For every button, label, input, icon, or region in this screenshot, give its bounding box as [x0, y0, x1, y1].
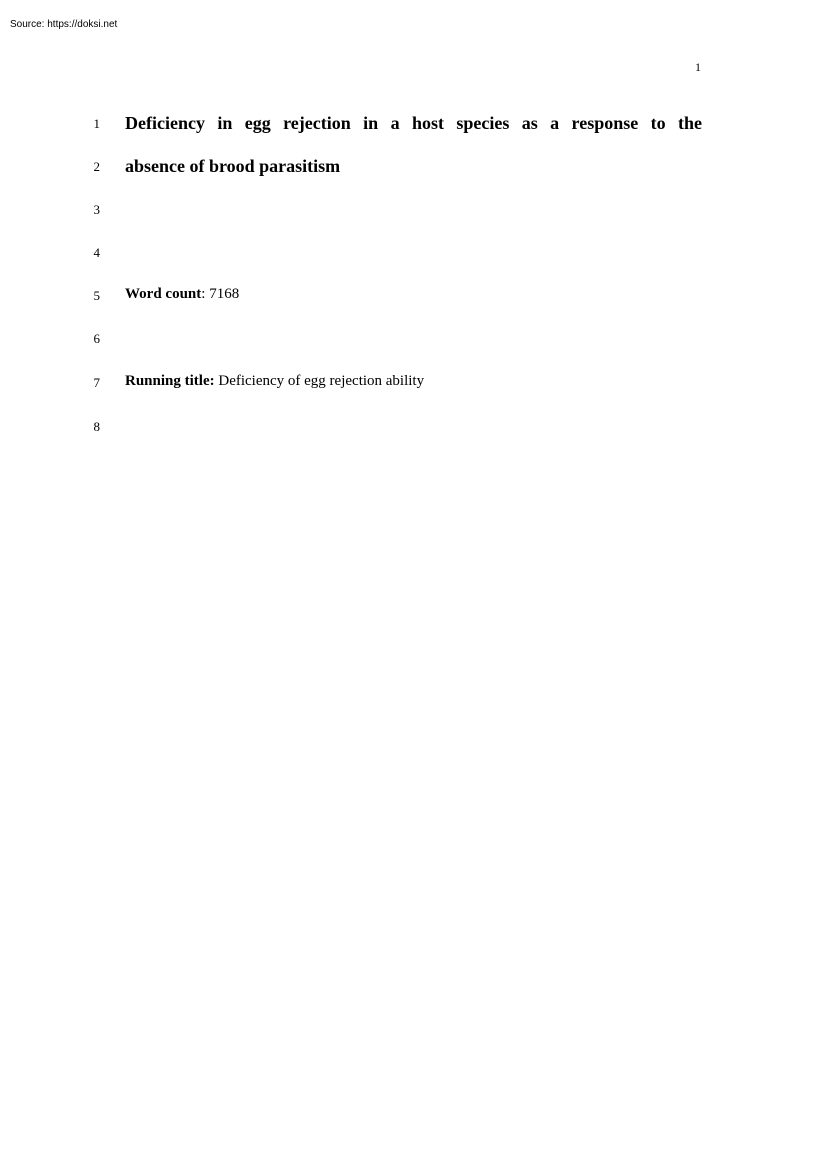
paper-title-line-2: absence of brood parasitism [125, 156, 341, 176]
line-number: 7 [93, 375, 100, 390]
running-title [125, 373, 424, 390]
page-number: 1 [695, 60, 701, 74]
line-number: 8 [93, 419, 100, 434]
line-number: 1 [93, 116, 100, 131]
word-count [125, 286, 239, 303]
running-title-value: Deficiency of egg rejection ability [214, 373, 425, 389]
paper-title-line-1: Deficiency in egg rejection in a host species as a response to the [125, 113, 702, 133]
line-number: 5 [93, 288, 100, 303]
source-note: Source: https://doksi.net [10, 19, 118, 30]
running-title-label: Running title: [125, 373, 215, 389]
word-count-value: 7168 [205, 286, 240, 302]
word-count-label: Word count [125, 286, 202, 302]
line-number: 2 [93, 159, 100, 174]
word-count-separator: : [201, 286, 206, 302]
line-number: 6 [93, 331, 100, 346]
line-number: 4 [93, 245, 100, 260]
line-number: 3 [93, 202, 100, 217]
